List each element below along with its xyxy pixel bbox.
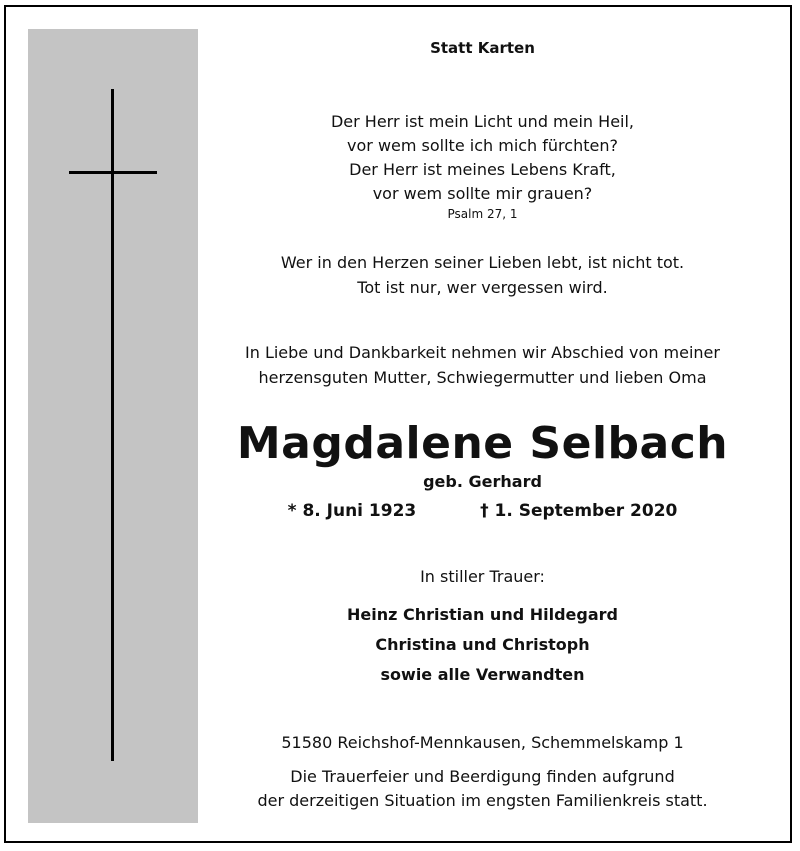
- quote-line: Wer in den Herzen seiner Lieben lebt, ist nicht tot.: [280, 253, 685, 272]
- verse-line: vor wem sollte ich mich fürchten?: [347, 136, 618, 155]
- maiden-name: geb. Gerhard: [423, 472, 542, 491]
- quote-line: Tot ist nur, wer vergessen wird.: [357, 278, 608, 297]
- cross-vertical-bar: [111, 89, 114, 761]
- notice-heading: Statt Karten: [430, 39, 535, 57]
- verse-source: Psalm 27, 1: [447, 207, 518, 221]
- mourning-label: In stiller Trauer:: [420, 567, 545, 586]
- life-dates: [220, 501, 745, 521]
- birth-date: * 8. Juni 1923: [287, 501, 417, 521]
- verse-line: Der Herr ist mein Licht und mein Heil,: [330, 112, 635, 131]
- funeral-info-line: der derzeitigen Situation im engsten Familienkreis statt.: [257, 791, 708, 810]
- family-line: Heinz Christian und Hildegard: [347, 605, 618, 624]
- verse-line: vor wem sollte mir grauen?: [372, 184, 593, 203]
- family-line: Christina und Christoph: [375, 635, 590, 654]
- family-line: sowie alle Verwandten: [380, 665, 585, 684]
- death-date: † 1. September 2020: [480, 501, 678, 521]
- intro-line: In Liebe und Dankbarkeit nehmen wir Abschied von meiner: [245, 343, 720, 362]
- cross-horizontal-bar: [69, 171, 157, 174]
- address: 51580 Reichshof-Mennkausen, Schemmelskamp 1: [281, 733, 684, 752]
- verse-line: Der Herr ist meines Lebens Kraft,: [349, 160, 616, 179]
- intro-line: herzensguten Mutter, Schwiegermutter und lieben Oma: [258, 368, 707, 387]
- deceased-name: Magdalene Selbach: [236, 418, 729, 469]
- funeral-info-line: Die Trauerfeier und Beerdigung finden aufgrund: [290, 767, 675, 786]
